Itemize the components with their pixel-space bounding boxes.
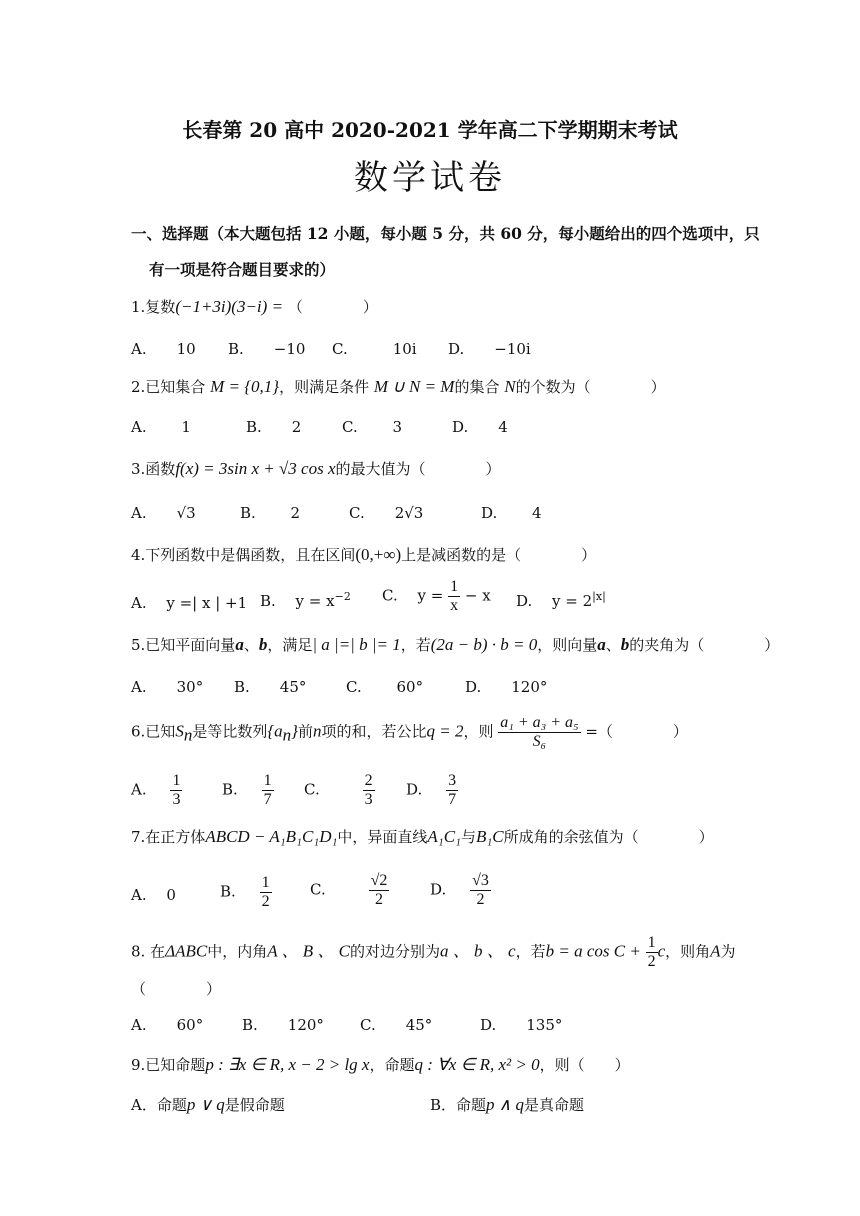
q2-option-c: C. 3 (342, 418, 403, 436)
question-5: 5.已知平面向量a、b，满足| a |=| b |= 1，若(2a − b) · b = 0，则向量a、b的夹角为（ ） (131, 635, 780, 654)
q1-option-b: B. −10 (228, 340, 306, 358)
q2-option-d: D. 4 (452, 418, 508, 436)
q1-option-d: D. −10i (448, 340, 531, 358)
exam-subtitle: 数学试卷 (354, 158, 506, 198)
question-1: 1.复数(−1+3i)(3−i) = （ ） (131, 297, 378, 316)
q4-option-c: C. y = $\frac{1}{x}$ − x (382, 578, 491, 614)
question-2: 2.已知集合 M = {0,1}，则满足条件 M ∪ N = M的集合 N的个数为（ ） (131, 377, 666, 396)
q7-option-a: A. 0 (131, 886, 176, 904)
q4-option-d: D. $y = 2^{|x|}$ (516, 590, 606, 610)
section-heading-line2: 有一项是符合题目要求的） (149, 260, 336, 279)
q7-option-c: C. $\frac{√2}{2}$ (310, 872, 388, 908)
q6-option-b: B. $\frac{1}{7}$ (222, 772, 272, 808)
q6-option-c: C. $\frac{2}{3}$ (304, 772, 373, 808)
q8-option-b: B. 120° (242, 1016, 324, 1034)
q1-option-a: A. 10 (131, 340, 196, 358)
question-6: 6.已知$S_n$是等比数列$\{a_n\}$前n项的和，若公比q = 2，则 $\frac{\text{a₁ + a₃ + a₅}}{\text{S₆}}$ =（ ） (131, 714, 688, 750)
question-3: 3.函数f(x) = 3sin x + √3 cos x的最大值为（ ） (131, 459, 501, 478)
q8-option-d: D. 135° (480, 1016, 563, 1034)
q8-option-a: A. 60° (131, 1016, 204, 1034)
question-7: 7.在正方体ABCD − A₁B₁C₁D₁中，异面直线A₁C₁与B₁C所成角的余弦值为（ ） (131, 827, 714, 846)
q5-option-b: B. 45° (234, 678, 307, 696)
question-9: 9.已知命题p : ∃x ∈ R, x − 2 > lg x，命题q : ∀x ∈ R, x² > 0，则（ ） (131, 1055, 630, 1074)
q6-option-d: D. $\frac{3}{7}$ (406, 772, 457, 808)
q3-option-a: A. √3 (131, 504, 196, 522)
q4-option-b: B. $y = x^{-2}$ (260, 590, 351, 610)
q3-option-d: D. 4 (481, 504, 542, 522)
question-4: 4.下列函数中是偶函数，且在区间(0,+∞)上是减函数的是（ ） (131, 545, 597, 564)
q1-option-c: C. 10i (332, 340, 417, 358)
q3-option-c: C. 2√3 (349, 504, 424, 522)
q2-option-b: B. 2 (246, 418, 302, 436)
q3-option-b: B. 2 (240, 504, 301, 522)
q2-option-a: A. 1 (131, 418, 191, 436)
q5-option-a: A. 30° (131, 678, 204, 696)
q5-option-c: C. 60° (346, 678, 424, 696)
question-8: 8. 在ΔABC中，内角A 、 B 、 C的对边分别为a 、 b 、 c，若b = a cos C + $\frac{1}{2}$ c，则角A为 (131, 934, 736, 970)
q4-option-a: A. y =| x | +1 (131, 594, 248, 612)
exam-title: 长春第 20 高中 2020-2021 学年高二下学期期末考试 (182, 118, 678, 142)
q7-option-d: D. $\frac{√3}{2}$ (430, 872, 489, 908)
q6-option-a: A. $\frac{1}{3}$ (131, 772, 181, 808)
q9-option-b: B．命题p ∧ q是真命题 (430, 1095, 584, 1114)
section-heading-line1: 一、选择题（本大题包括 12 小题，每小题 5 分，共 60 分，每小题给出的四个选项中，只 (131, 224, 760, 243)
q8-option-c: C. 45° (360, 1016, 433, 1034)
q9-option-a: A．命题p ∨ q是假命题 (131, 1095, 285, 1114)
question-8-paren: （ ） (131, 980, 222, 998)
q7-option-b: B. $\frac{1}{2}$ (220, 874, 270, 910)
q5-option-d: D. 120° (465, 678, 548, 696)
